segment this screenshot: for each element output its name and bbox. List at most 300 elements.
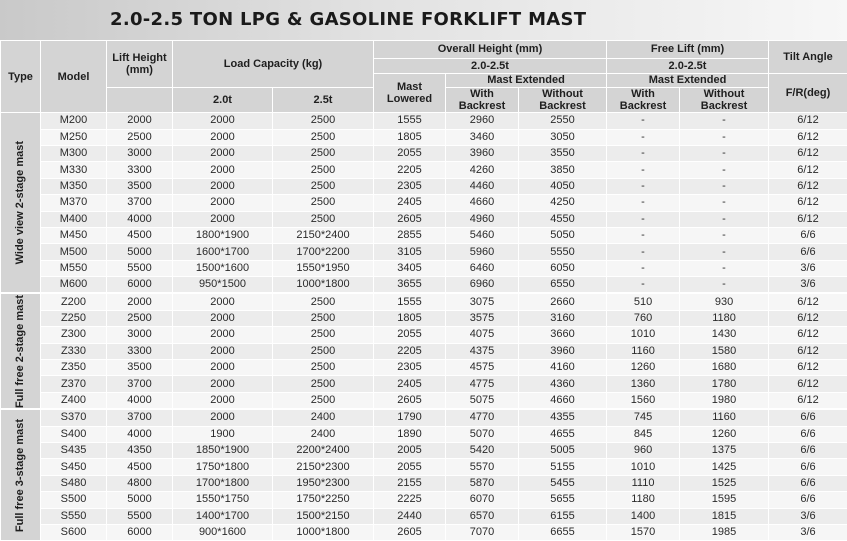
col-header-lift-height-fill [107, 88, 173, 113]
cell-tilt: 6/12 [769, 129, 847, 145]
cell-mast-lowered: 2405 [374, 195, 446, 211]
cell-lift-height: 4000 [107, 426, 173, 442]
table-row [1, 227, 847, 243]
cell-lift-height: 6000 [107, 524, 173, 540]
cell-tilt: 6/6 [769, 409, 847, 426]
cell-cap-20: 2000 [173, 129, 273, 145]
cell-model: M500 [41, 244, 107, 260]
cell-ext-with-backrest: 4260 [446, 162, 519, 178]
cell-mast-lowered: 2005 [374, 443, 446, 459]
cell-cap-25: 2500 [273, 343, 374, 359]
cell-free-with-backrest: 510 [607, 293, 680, 310]
type-group-cell [1, 293, 41, 409]
cell-model: Z400 [41, 392, 107, 409]
cell-free-without-backrest: - [680, 113, 769, 129]
col-header-load-capacity: Load Capacity (kg) [173, 41, 374, 88]
cell-ext-without-backrest: 6155 [519, 508, 607, 524]
cell-free-with-backrest: - [607, 178, 680, 194]
cell-mast-lowered: 2305 [374, 178, 446, 194]
cell-mast-lowered: 3105 [374, 244, 446, 260]
cell-free-without-backrest: 1525 [680, 475, 769, 491]
cell-cap-20: 1600*1700 [173, 244, 273, 260]
cell-mast-lowered: 3655 [374, 277, 446, 294]
type-group-label: Full free 2-stage mast [14, 295, 27, 408]
cell-model: M350 [41, 178, 107, 194]
col-header-free-range: 2.0-2.5t [607, 59, 769, 74]
cell-cap-25: 1000*1800 [273, 524, 374, 540]
cell-cap-20: 2000 [173, 195, 273, 211]
cell-free-with-backrest: 1260 [607, 360, 680, 376]
cell-free-with-backrest: 1180 [607, 492, 680, 508]
table-row [1, 426, 847, 442]
cell-mast-lowered: 2605 [374, 392, 446, 409]
cell-ext-without-backrest: 5005 [519, 443, 607, 459]
cell-cap-20: 2000 [173, 178, 273, 194]
cell-cap-20: 1400*1700 [173, 508, 273, 524]
cell-ext-without-backrest: 5050 [519, 227, 607, 243]
cell-model: Z200 [41, 293, 107, 310]
cell-mast-lowered: 1890 [374, 426, 446, 442]
table-row [1, 459, 847, 475]
cell-mast-lowered: 2305 [374, 360, 446, 376]
cell-cap-20: 1550*1750 [173, 492, 273, 508]
cell-model: M200 [41, 113, 107, 129]
cell-lift-height: 3500 [107, 360, 173, 376]
cell-free-without-backrest: - [680, 260, 769, 276]
cell-free-without-backrest: 1580 [680, 343, 769, 359]
cell-ext-with-backrest: 2960 [446, 113, 519, 129]
cell-ext-without-backrest: 2660 [519, 293, 607, 310]
cell-free-with-backrest: - [607, 227, 680, 243]
table-row [1, 392, 847, 409]
cell-tilt: 6/6 [769, 426, 847, 442]
table-row [1, 343, 847, 359]
cell-ext-with-backrest: 5075 [446, 392, 519, 409]
cell-ext-with-backrest: 6960 [446, 277, 519, 294]
cell-model: Z300 [41, 327, 107, 343]
cell-tilt: 3/6 [769, 277, 847, 294]
cell-free-with-backrest: - [607, 244, 680, 260]
cell-free-without-backrest: 930 [680, 293, 769, 310]
cell-free-without-backrest: - [680, 178, 769, 194]
cell-lift-height: 4500 [107, 227, 173, 243]
cell-ext-without-backrest: 4660 [519, 392, 607, 409]
cell-cap-25: 2500 [273, 195, 374, 211]
col-header-tilt-angle: Tilt Angle [769, 41, 847, 74]
cell-lift-height: 3000 [107, 145, 173, 161]
cell-cap-20: 2000 [173, 376, 273, 392]
cell-cap-20: 2000 [173, 360, 273, 376]
cell-model: S400 [41, 426, 107, 442]
table-row [1, 293, 847, 310]
cell-ext-with-backrest: 5960 [446, 244, 519, 260]
cell-free-with-backrest: 1400 [607, 508, 680, 524]
cell-mast-lowered: 1555 [374, 113, 446, 129]
cell-tilt: 3/6 [769, 260, 847, 276]
cell-cap-25: 1700*2200 [273, 244, 374, 260]
cell-lift-height: 4500 [107, 459, 173, 475]
cell-ext-with-backrest: 4960 [446, 211, 519, 227]
cell-lift-height: 4800 [107, 475, 173, 491]
cell-ext-without-backrest: 3550 [519, 145, 607, 161]
cell-ext-without-backrest: 4050 [519, 178, 607, 194]
cell-tilt: 6/12 [769, 162, 847, 178]
col-header-cap-25: 2.5t [273, 88, 374, 113]
cell-tilt: 6/6 [769, 443, 847, 459]
cell-mast-lowered: 2205 [374, 343, 446, 359]
cell-mast-lowered: 1805 [374, 129, 446, 145]
cell-mast-lowered: 2055 [374, 459, 446, 475]
table-row [1, 162, 847, 178]
cell-free-with-backrest: 1570 [607, 524, 680, 540]
cell-lift-height: 3300 [107, 343, 173, 359]
cell-mast-lowered: 1805 [374, 310, 446, 326]
cell-lift-height: 5000 [107, 244, 173, 260]
cell-model: Z370 [41, 376, 107, 392]
cell-free-without-backrest: 1815 [680, 508, 769, 524]
cell-ext-with-backrest: 4075 [446, 327, 519, 343]
col-header-lift-height: Lift Height (mm) [107, 41, 173, 88]
table-row [1, 244, 847, 260]
cell-free-with-backrest: 845 [607, 426, 680, 442]
cell-lift-height: 5500 [107, 260, 173, 276]
cell-cap-20: 1500*1600 [173, 260, 273, 276]
cell-mast-lowered: 1790 [374, 409, 446, 426]
cell-ext-with-backrest: 4460 [446, 178, 519, 194]
cell-model: M600 [41, 277, 107, 294]
cell-free-with-backrest: 1560 [607, 392, 680, 409]
cell-cap-20: 2000 [173, 113, 273, 129]
cell-cap-20: 950*1500 [173, 277, 273, 294]
cell-tilt: 6/6 [769, 475, 847, 491]
cell-lift-height: 3700 [107, 195, 173, 211]
cell-model: Z250 [41, 310, 107, 326]
cell-cap-25: 1000*1800 [273, 277, 374, 294]
cell-lift-height: 4350 [107, 443, 173, 459]
cell-model: S370 [41, 409, 107, 426]
mast-spec-table [0, 40, 847, 541]
cell-ext-without-backrest: 6655 [519, 524, 607, 540]
table-row [1, 277, 847, 294]
cell-tilt: 6/12 [769, 211, 847, 227]
cell-tilt: 6/12 [769, 195, 847, 211]
title-bar [0, 0, 847, 40]
table-row [1, 360, 847, 376]
cell-model: S480 [41, 475, 107, 491]
table-row [1, 113, 847, 129]
cell-mast-lowered: 2055 [374, 145, 446, 161]
cell-lift-height: 3700 [107, 376, 173, 392]
cell-mast-lowered: 2205 [374, 162, 446, 178]
cell-tilt: 6/12 [769, 310, 847, 326]
col-header-without-backrest: Without Backrest [519, 88, 607, 113]
cell-ext-without-backrest: 4250 [519, 195, 607, 211]
cell-model: S435 [41, 443, 107, 459]
cell-ext-with-backrest: 6070 [446, 492, 519, 508]
cell-model: M300 [41, 145, 107, 161]
table-row [1, 524, 847, 540]
cell-cap-20: 900*1600 [173, 524, 273, 540]
cell-model: M330 [41, 162, 107, 178]
table-row [1, 195, 847, 211]
cell-model: M250 [41, 129, 107, 145]
cell-model: S450 [41, 459, 107, 475]
cell-ext-with-backrest: 6460 [446, 260, 519, 276]
cell-tilt: 3/6 [769, 524, 847, 540]
cell-tilt: 6/12 [769, 376, 847, 392]
cell-ext-with-backrest: 3960 [446, 145, 519, 161]
cell-model: M550 [41, 260, 107, 276]
cell-ext-with-backrest: 4770 [446, 409, 519, 426]
table-row [1, 443, 847, 459]
cell-cap-25: 2400 [273, 426, 374, 442]
cell-free-without-backrest: 1425 [680, 459, 769, 475]
cell-free-without-backrest: 1260 [680, 426, 769, 442]
cell-free-with-backrest: 1010 [607, 459, 680, 475]
cell-lift-height: 3300 [107, 162, 173, 178]
type-group-label: Wide view 2-stage mast [14, 141, 27, 264]
cell-free-without-backrest: 1180 [680, 310, 769, 326]
cell-free-without-backrest: 1375 [680, 443, 769, 459]
cell-tilt: 6/12 [769, 343, 847, 359]
cell-free-without-backrest: - [680, 162, 769, 178]
cell-ext-with-backrest: 5070 [446, 426, 519, 442]
col-header-mast-lowered: Mast Lowered [374, 74, 446, 113]
cell-free-without-backrest: - [680, 211, 769, 227]
col-header-with-backrest: With Backrest [446, 88, 519, 113]
cell-ext-without-backrest: 4160 [519, 360, 607, 376]
cell-ext-with-backrest: 4575 [446, 360, 519, 376]
col-header-overall-range: 2.0-2.5t [374, 59, 607, 74]
cell-tilt: 6/6 [769, 244, 847, 260]
col-header-type: Type [1, 41, 41, 113]
cell-lift-height: 2000 [107, 113, 173, 129]
col-header-mast-extended: Mast Extended [446, 74, 607, 88]
cell-cap-20: 1800*1900 [173, 227, 273, 243]
cell-cap-20: 1850*1900 [173, 443, 273, 459]
cell-cap-20: 2000 [173, 162, 273, 178]
table-row [1, 327, 847, 343]
cell-ext-with-backrest: 4775 [446, 376, 519, 392]
cell-tilt: 6/12 [769, 113, 847, 129]
cell-free-with-backrest: - [607, 129, 680, 145]
table-row [1, 409, 847, 426]
cell-ext-without-backrest: 5155 [519, 459, 607, 475]
cell-free-with-backrest: 1110 [607, 475, 680, 491]
table-row [1, 129, 847, 145]
cell-lift-height: 2000 [107, 293, 173, 310]
cell-lift-height: 2500 [107, 129, 173, 145]
cell-ext-without-backrest: 3660 [519, 327, 607, 343]
cell-ext-with-backrest: 4660 [446, 195, 519, 211]
col-header-model: Model [41, 41, 107, 113]
cell-cap-25: 1950*2300 [273, 475, 374, 491]
cell-tilt: 6/6 [769, 492, 847, 508]
cell-ext-without-backrest: 4655 [519, 426, 607, 442]
type-group-label: Full free 3-stage mast [14, 419, 27, 532]
cell-lift-height: 4000 [107, 392, 173, 409]
cell-free-without-backrest: - [680, 129, 769, 145]
cell-mast-lowered: 2155 [374, 475, 446, 491]
cell-ext-with-backrest: 5460 [446, 227, 519, 243]
cell-cap-20: 2000 [173, 211, 273, 227]
cell-cap-25: 1500*2150 [273, 508, 374, 524]
cell-ext-without-backrest: 3160 [519, 310, 607, 326]
col-header-tilt-fr: F/R(deg) [769, 74, 847, 113]
cell-free-without-backrest: 1780 [680, 376, 769, 392]
cell-model: S550 [41, 508, 107, 524]
cell-cap-20: 2000 [173, 293, 273, 310]
cell-tilt: 6/12 [769, 145, 847, 161]
cell-cap-25: 2150*2300 [273, 459, 374, 475]
col-header-cap-20: 2.0t [173, 88, 273, 113]
col-header-overall-height: Overall Height (mm) [374, 41, 607, 59]
cell-mast-lowered: 2225 [374, 492, 446, 508]
col-header-free-lift: Free Lift (mm) [607, 41, 769, 59]
cell-free-with-backrest: 745 [607, 409, 680, 426]
cell-mast-lowered: 2440 [374, 508, 446, 524]
cell-lift-height: 3500 [107, 178, 173, 194]
cell-ext-without-backrest: 4550 [519, 211, 607, 227]
cell-mast-lowered: 2605 [374, 524, 446, 540]
table-row [1, 508, 847, 524]
cell-ext-without-backrest: 3050 [519, 129, 607, 145]
cell-free-without-backrest: - [680, 227, 769, 243]
cell-free-with-backrest: - [607, 195, 680, 211]
cell-model: Z330 [41, 343, 107, 359]
type-group-cell [1, 409, 41, 541]
cell-cap-25: 2150*2400 [273, 227, 374, 243]
table-row [1, 310, 847, 326]
cell-free-with-backrest: 1360 [607, 376, 680, 392]
cell-mast-lowered: 2605 [374, 211, 446, 227]
cell-cap-20: 2000 [173, 409, 273, 426]
cell-ext-with-backrest: 3460 [446, 129, 519, 145]
type-group-cell [1, 113, 41, 294]
cell-free-without-backrest: 1980 [680, 392, 769, 409]
cell-free-with-backrest: - [607, 277, 680, 294]
cell-free-with-backrest: - [607, 145, 680, 161]
cell-model: Z350 [41, 360, 107, 376]
cell-tilt: 6/12 [769, 293, 847, 310]
cell-cap-25: 2400 [273, 409, 374, 426]
cell-mast-lowered: 2055 [374, 327, 446, 343]
cell-ext-without-backrest: 6050 [519, 260, 607, 276]
cell-ext-without-backrest: 5550 [519, 244, 607, 260]
cell-cap-25: 2500 [273, 327, 374, 343]
cell-cap-25: 2500 [273, 392, 374, 409]
cell-free-without-backrest: - [680, 145, 769, 161]
cell-cap-20: 2000 [173, 343, 273, 359]
cell-free-without-backrest: 1430 [680, 327, 769, 343]
cell-cap-25: 2500 [273, 113, 374, 129]
cell-model: S600 [41, 524, 107, 540]
table-row [1, 145, 847, 161]
cell-model: M400 [41, 211, 107, 227]
cell-free-without-backrest: - [680, 195, 769, 211]
cell-free-without-backrest: - [680, 277, 769, 294]
cell-model: M370 [41, 195, 107, 211]
cell-cap-25: 2500 [273, 129, 374, 145]
cell-tilt: 6/12 [769, 392, 847, 409]
cell-ext-with-backrest: 5870 [446, 475, 519, 491]
cell-mast-lowered: 1555 [374, 293, 446, 310]
cell-ext-with-backrest: 3075 [446, 293, 519, 310]
cell-cap-25: 1750*2250 [273, 492, 374, 508]
cell-model: M450 [41, 227, 107, 243]
cell-cap-25: 2200*2400 [273, 443, 374, 459]
cell-cap-20: 1750*1800 [173, 459, 273, 475]
cell-ext-with-backrest: 3575 [446, 310, 519, 326]
cell-ext-without-backrest: 5455 [519, 475, 607, 491]
cell-ext-with-backrest: 5570 [446, 459, 519, 475]
cell-cap-20: 2000 [173, 310, 273, 326]
cell-mast-lowered: 3405 [374, 260, 446, 276]
col-header-free-with-backrest: With Backrest [607, 88, 680, 113]
cell-cap-25: 2500 [273, 145, 374, 161]
cell-tilt: 6/12 [769, 178, 847, 194]
cell-ext-without-backrest: 3960 [519, 343, 607, 359]
cell-cap-25: 1550*1950 [273, 260, 374, 276]
col-header-free-without-backrest: Without Backrest [680, 88, 769, 113]
cell-ext-without-backrest: 6550 [519, 277, 607, 294]
cell-free-with-backrest: 1010 [607, 327, 680, 343]
cell-ext-with-backrest: 4375 [446, 343, 519, 359]
cell-free-with-backrest: - [607, 162, 680, 178]
table-row [1, 178, 847, 194]
cell-tilt: 6/12 [769, 360, 847, 376]
cell-cap-25: 2500 [273, 293, 374, 310]
cell-lift-height: 4000 [107, 211, 173, 227]
cell-cap-25: 2500 [273, 211, 374, 227]
cell-free-without-backrest: - [680, 244, 769, 260]
cell-lift-height: 6000 [107, 277, 173, 294]
cell-ext-without-backrest: 4355 [519, 409, 607, 426]
cell-cap-25: 2500 [273, 162, 374, 178]
cell-cap-25: 2500 [273, 376, 374, 392]
cell-mast-lowered: 2405 [374, 376, 446, 392]
cell-free-without-backrest: 1680 [680, 360, 769, 376]
cell-free-with-backrest: - [607, 260, 680, 276]
cell-lift-height: 5000 [107, 492, 173, 508]
cell-lift-height: 3000 [107, 327, 173, 343]
cell-ext-without-backrest: 5655 [519, 492, 607, 508]
cell-ext-with-backrest: 5420 [446, 443, 519, 459]
cell-free-without-backrest: 1985 [680, 524, 769, 540]
cell-lift-height: 2500 [107, 310, 173, 326]
cell-ext-without-backrest: 3850 [519, 162, 607, 178]
table-row [1, 475, 847, 491]
cell-ext-without-backrest: 2550 [519, 113, 607, 129]
cell-tilt: 6/6 [769, 227, 847, 243]
cell-free-with-backrest: 760 [607, 310, 680, 326]
cell-free-without-backrest: 1595 [680, 492, 769, 508]
table-row [1, 376, 847, 392]
table-row [1, 492, 847, 508]
cell-cap-20: 2000 [173, 392, 273, 409]
page-title: 2.0-2.5 TON LPG & GASOLINE FORKLIFT MAST [110, 9, 586, 30]
cell-mast-lowered: 2855 [374, 227, 446, 243]
cell-cap-20: 1900 [173, 426, 273, 442]
cell-ext-without-backrest: 4360 [519, 376, 607, 392]
cell-tilt: 6/6 [769, 459, 847, 475]
cell-lift-height: 3700 [107, 409, 173, 426]
cell-ext-with-backrest: 6570 [446, 508, 519, 524]
cell-cap-20: 1700*1800 [173, 475, 273, 491]
cell-tilt: 3/6 [769, 508, 847, 524]
cell-free-without-backrest: 1160 [680, 409, 769, 426]
cell-cap-25: 2500 [273, 178, 374, 194]
